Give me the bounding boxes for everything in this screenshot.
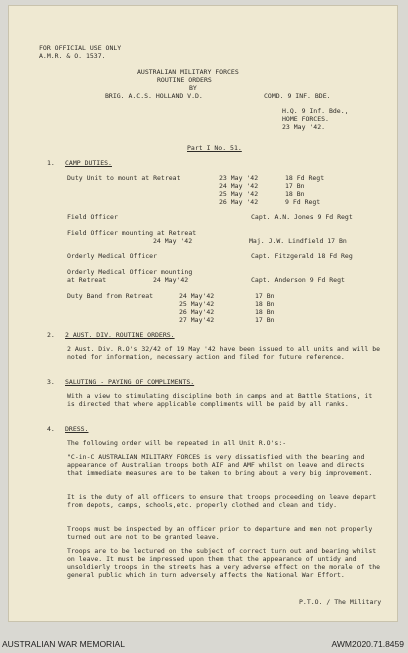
omo-value: Capt. Fitzgerald 18 Fd Reg — [251, 252, 353, 260]
section-4-number: 4. — [47, 425, 55, 433]
command-title: COMD. 9 INF. BDE. — [264, 92, 331, 100]
title-line-2: ROUTINE ORDERS — [157, 76, 212, 84]
section-3-text: With a view to stimulating discipline both in camps and at Battle Stations, it is directed that where applicable compliments will be paid by all ranks. — [67, 392, 373, 408]
hq-line-2: HOME FORCES. — [282, 115, 329, 123]
omo-retreat-date: 24 May'42 — [153, 276, 189, 284]
duty-unit-date: 26 May '42 — [219, 198, 259, 206]
band-date: 26 May'42 — [179, 308, 215, 316]
band-unit: 18 Bn — [255, 300, 275, 308]
section-2-title: 2 AUST. DIV. ROUTINE ORDERS. — [65, 331, 175, 339]
omo-retreat-label-1: Orderly Medical Officer mounting — [67, 268, 193, 276]
section-3-number: 3. — [47, 378, 55, 386]
title-line-1: AUSTRALIAN MILITARY FORCES — [137, 68, 239, 76]
omo-retreat-value: Capt. Anderson 9 Fd Regt — [251, 276, 345, 284]
section-3-title: SALUTING - PAYING OF COMPLIMENTS. — [65, 378, 195, 386]
band-label: Duty Band from Retreat — [67, 292, 154, 300]
omo-retreat-label-2: at Retreat — [67, 276, 107, 284]
commander-name: BRIG. A.C.S. HOLLAND V.D. — [105, 92, 203, 100]
section-4-paragraph-3: Troops must be inspected by an officer prior to departure and men not properly turned out are not to be granted leave. — [67, 525, 373, 541]
duty-unit-label: Duty Unit to mount at Retreat — [67, 174, 181, 182]
accession-number: AWM2020.71.8459 — [331, 639, 404, 649]
fo-retreat-label: Field Officer mounting at Retreat — [67, 229, 197, 237]
section-2-text: 2 Aust. Div. R.O's 32/42 of 19 May '42 have been issued to all units and will be noted for information, necessary action and filed for future reference. — [67, 345, 381, 361]
duty-unit-value: 9 Fd Regt — [285, 198, 321, 206]
section-4-paragraph-2: It is the duty of all officers to ensure that troops proceeding on leave depart from depots, camps, schools,etc. properly clothed and clean and tidy. — [67, 493, 377, 509]
archive-footer — [0, 627, 408, 653]
document-page — [9, 6, 397, 621]
section-4-intro: The following order will be repeated in all Unit R.O's:- — [67, 439, 287, 447]
part-number: Part I No. 51. — [187, 144, 242, 152]
fo-retreat-value: Maj. J.W. Lindfield 17 Bn — [249, 237, 347, 245]
duty-unit-value: 18 Fd Regt — [285, 174, 325, 182]
duty-unit-date: 24 May '42 — [219, 182, 259, 190]
title-line-3: BY — [189, 84, 197, 92]
page-turn-note: P.T.O. / The Military — [299, 598, 382, 606]
duty-unit-date: 25 May '42 — [219, 190, 259, 198]
reference-number: A.M.R. & O. 1537. — [39, 52, 106, 60]
section-4-title: DRESS. — [65, 425, 89, 433]
duty-unit-value: 18 Bn — [285, 190, 305, 198]
field-officer-value: Capt. A.N. Jones 9 Fd Regt — [251, 213, 353, 221]
classification-label: FOR OFFICIAL USE ONLY — [39, 44, 122, 52]
band-date: 27 May'42 — [179, 316, 215, 324]
band-date: 24 May'42 — [179, 292, 215, 300]
band-unit: 17 Bn — [255, 292, 275, 300]
field-officer-label: Field Officer — [67, 213, 118, 221]
section-1-number: 1. — [47, 159, 55, 167]
section-1-title: CAMP DUTIES. — [65, 159, 112, 167]
section-4-paragraph-4: Troops are to be lectured on the subject of correct turn out and bearing whilst on leave. It must be impressed upon them that the appearance of untidy and unsoldierly troops in the streets has a very adverse effect on the morale of the general public which in turn adversely affects the National War Effort. — [67, 547, 381, 579]
fo-retreat-date: 24 May '42 — [153, 237, 193, 245]
duty-unit-value: 17 Bn — [285, 182, 305, 190]
duty-unit-date: 23 May '42 — [219, 174, 259, 182]
section-2-number: 2. — [47, 331, 55, 339]
section-4-paragraph-1: "C-in-C AUSTRALIAN MILITARY FORCES is very dissatisfied with the bearing and appearance of Australian troops both AIF and AMF whilst on leave and directs that immediate measures are to be taken to bring about a very big improvement. — [67, 453, 373, 477]
band-unit: 17 Bn — [255, 316, 275, 324]
hq-line-1: H.Q. 9 Inf. Bde., — [282, 107, 349, 115]
band-unit: 18 Bn — [255, 308, 275, 316]
order-date: 23 May '42. — [282, 123, 326, 131]
institution-name: AUSTRALIAN WAR MEMORIAL — [2, 639, 125, 649]
omo-label: Orderly Medical Officer — [67, 252, 158, 260]
band-date: 25 May'42 — [179, 300, 215, 308]
